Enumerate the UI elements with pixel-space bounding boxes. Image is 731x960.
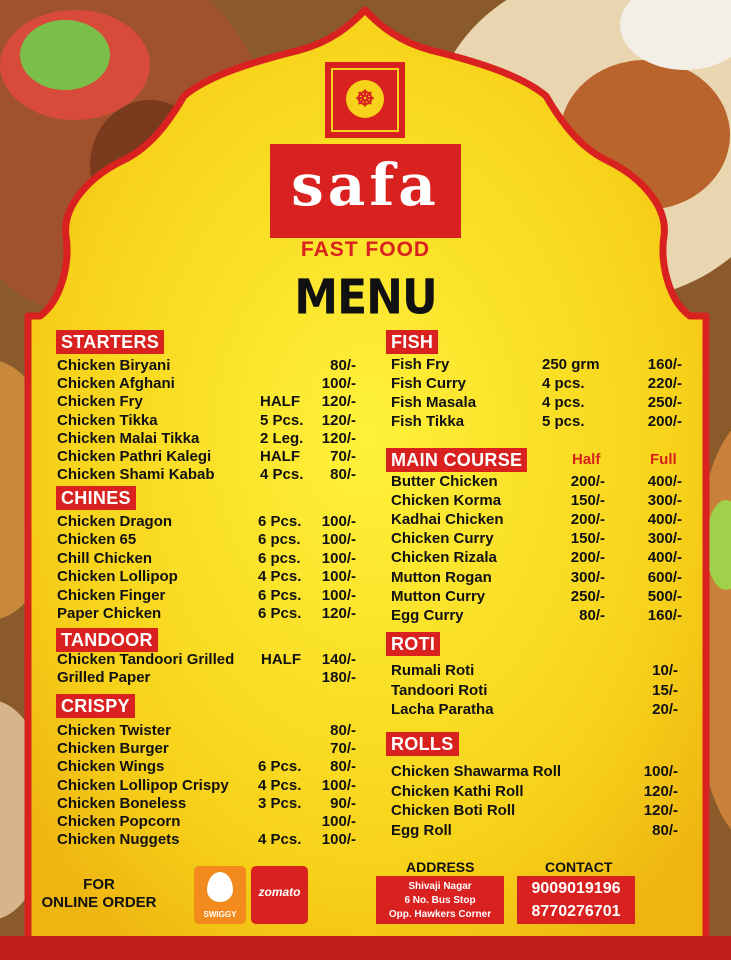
item-price: 250/-	[647, 394, 682, 411]
online-order-line1: FOR	[83, 876, 115, 893]
item-price: 100/-	[321, 513, 356, 530]
brand-tagline: FAST FOOD	[300, 238, 431, 261]
item-name: Chicken Wings	[57, 758, 165, 776]
item-price: 80/-	[330, 466, 356, 484]
item-price: 70/-	[330, 448, 356, 465]
item-qty: HALF	[261, 651, 301, 668]
item-half-price: 150/-	[570, 530, 605, 548]
item-price: 180/-	[321, 669, 356, 686]
item-price: 120/-	[643, 782, 678, 800]
item-name: Mutton Rogan	[391, 568, 492, 586]
item-qty: 4 Pcs.	[258, 568, 302, 586]
section-heading-fish: FISH	[386, 330, 438, 354]
address-title: ADDRESS	[406, 859, 475, 875]
menu-title: MENU	[294, 269, 437, 326]
item-name: Chicken Finger	[57, 586, 166, 604]
item-name: Lacha Paratha	[391, 701, 494, 718]
item-name: Chicken Lollipop Crispy	[57, 776, 229, 794]
item-qty: 250 grm	[542, 356, 600, 373]
item-price: 20/-	[652, 701, 678, 718]
section-heading-rolls: ROLLS	[386, 732, 459, 756]
item-qty: 5 pcs.	[542, 413, 585, 430]
item-name: Tandoori Roti	[391, 681, 488, 699]
item-price: 120/-	[321, 605, 356, 622]
item-price: 120/-	[321, 411, 356, 429]
swiggy-label: SWIGGY	[203, 910, 237, 919]
item-price: 120/-	[321, 429, 356, 447]
item-qty: 4 pcs.	[542, 375, 585, 392]
contact-title: CONTACT	[545, 859, 613, 875]
item-name: Paper Chicken	[57, 605, 162, 622]
item-half-price: 300/-	[570, 568, 605, 586]
item-name: Grilled Paper	[57, 669, 151, 686]
swiggy-pin-icon	[207, 872, 233, 902]
item-price: 100/-	[321, 813, 356, 830]
full-column-label: Full	[650, 451, 677, 468]
item-price: 100/-	[321, 831, 356, 849]
item-qty: HALF	[260, 393, 300, 411]
item-name: Chicken Shawarma Roll	[391, 763, 562, 780]
section-heading-starters: STARTERS	[56, 330, 164, 354]
item-name: Chicken Twister	[57, 722, 171, 739]
item-price: 15/-	[652, 681, 678, 699]
item-price: 80/-	[330, 722, 356, 739]
item-price: 80/-	[652, 821, 678, 839]
item-price: 100/-	[643, 763, 678, 780]
item-half-price: 250/-	[570, 587, 605, 605]
item-name: Chicken Burger	[57, 740, 169, 758]
item-price: 100/-	[321, 549, 356, 567]
item-name: Chicken Tikka	[57, 411, 158, 429]
item-full-price: 400/-	[647, 511, 682, 529]
item-name: Kadhai Chicken	[391, 511, 504, 529]
item-price: 100/-	[321, 776, 356, 794]
item-price: 140/-	[321, 651, 356, 668]
item-full-price: 160/-	[647, 606, 682, 624]
item-price: 120/-	[643, 802, 678, 819]
item-qty: 4 Pcs.	[258, 831, 302, 849]
item-name: Butter Chicken	[391, 473, 498, 490]
item-qty: 6 pcs.	[258, 531, 301, 549]
item-price: 100/-	[321, 586, 356, 604]
item-name: Chicken 65	[57, 531, 137, 549]
address-line-1: Shivaji Nagar	[408, 881, 472, 892]
item-half-price: 200/-	[570, 473, 605, 490]
item-name: Chicken Afghani	[57, 375, 175, 393]
section-heading-chines: CHINES	[56, 486, 136, 510]
item-full-price: 400/-	[647, 549, 682, 567]
item-price: 80/-	[330, 758, 356, 776]
item-qty: 3 Pcs.	[258, 794, 302, 812]
item-price: 220/-	[647, 375, 682, 392]
item-price: 120/-	[321, 393, 356, 411]
item-price: 160/-	[647, 356, 682, 373]
address-line-3: Opp. Hawkers Corner	[388, 909, 492, 920]
item-name: Chicken Boti Roll	[391, 802, 516, 819]
item-qty: 4 Pcs.	[258, 776, 302, 794]
item-name: Chicken Fry	[57, 393, 143, 411]
item-qty: 6 Pcs.	[258, 586, 302, 604]
item-full-price: 500/-	[647, 587, 682, 605]
section-heading-main-course: MAIN COURSE	[386, 448, 527, 472]
item-name: Chicken Boneless	[57, 794, 187, 812]
item-full-price: 400/-	[647, 473, 682, 490]
phone-1[interactable]: 9009019196	[531, 880, 621, 897]
bottom-bar	[0, 936, 731, 960]
item-name: Fish Fry	[391, 356, 450, 373]
item-half-price: 200/-	[570, 549, 605, 567]
section-heading-tandoor: TANDOOR	[56, 628, 158, 652]
item-name: Egg Curry	[391, 606, 464, 624]
item-full-price: 600/-	[647, 568, 682, 586]
item-qty: 4 pcs.	[542, 394, 585, 411]
ganesha-icon: ☸	[355, 86, 375, 111]
item-name: Fish Curry	[391, 375, 467, 392]
item-price: 70/-	[330, 740, 356, 758]
item-name: Chill Chicken	[57, 549, 153, 567]
item-qty: 4 Pcs.	[260, 466, 304, 484]
item-name: Fish Tikka	[391, 413, 465, 430]
item-qty: 6 Pcs.	[258, 758, 302, 776]
item-qty: HALF	[260, 448, 300, 465]
item-name: Mutton Curry	[391, 587, 486, 605]
section-heading-roti: ROTI	[386, 632, 440, 656]
item-full-price: 300/-	[647, 492, 682, 510]
item-price: 100/-	[321, 531, 356, 549]
item-price: 10/-	[652, 662, 678, 679]
item-name: Chicken Rizala	[391, 549, 497, 567]
item-full-price: 300/-	[647, 530, 682, 548]
item-name: Chicken Lollipop	[57, 568, 178, 586]
item-name: Egg Roll	[391, 821, 452, 839]
phone-2[interactable]: 8770276701	[531, 903, 621, 920]
item-half-price: 200/-	[570, 511, 605, 529]
item-half-price: 80/-	[579, 606, 605, 624]
online-order-text	[38, 876, 160, 912]
item-price: 90/-	[330, 794, 356, 812]
item-name: Chicken Kathi Roll	[391, 782, 524, 800]
item-price: 100/-	[321, 375, 356, 393]
item-qty: 6 Pcs.	[258, 605, 302, 622]
item-half-price: 150/-	[570, 492, 605, 510]
item-name: Chicken Biryani	[57, 357, 171, 374]
item-name: Chicken Shami Kabab	[57, 466, 215, 484]
half-column-label: Half	[572, 451, 601, 468]
item-name: Chicken Malai Tikka	[57, 429, 200, 447]
item-name: Rumali Roti	[391, 662, 475, 679]
item-name: Chicken Dragon	[57, 513, 173, 530]
item-name: Fish Masala	[391, 394, 477, 411]
item-price: 80/-	[330, 357, 356, 374]
item-name: Chicken Curry	[391, 530, 494, 548]
online-order-line2: ONLINE ORDER	[41, 894, 157, 911]
item-price: 100/-	[321, 568, 356, 586]
brand-name: safa	[291, 151, 440, 219]
item-name: Chicken Tandoori Grilled	[57, 651, 235, 668]
item-qty: 6 pcs.	[258, 549, 301, 567]
item-name: Chicken Korma	[391, 492, 502, 510]
item-price: 200/-	[647, 413, 682, 430]
item-name: Chicken Nuggets	[57, 831, 180, 849]
item-qty: 5 Pcs.	[260, 411, 304, 429]
item-name: Chicken Pathri Kalegi	[57, 448, 212, 465]
item-qty: 6 Pcs.	[258, 513, 302, 530]
item-qty: 2 Leg.	[260, 429, 304, 447]
zomato-label: zomato	[258, 885, 301, 899]
section-heading-crispy: CRISPY	[56, 694, 135, 718]
address-line-2: 6 No. Bus Stop	[404, 895, 476, 906]
item-name: Chicken Popcorn	[57, 813, 181, 830]
